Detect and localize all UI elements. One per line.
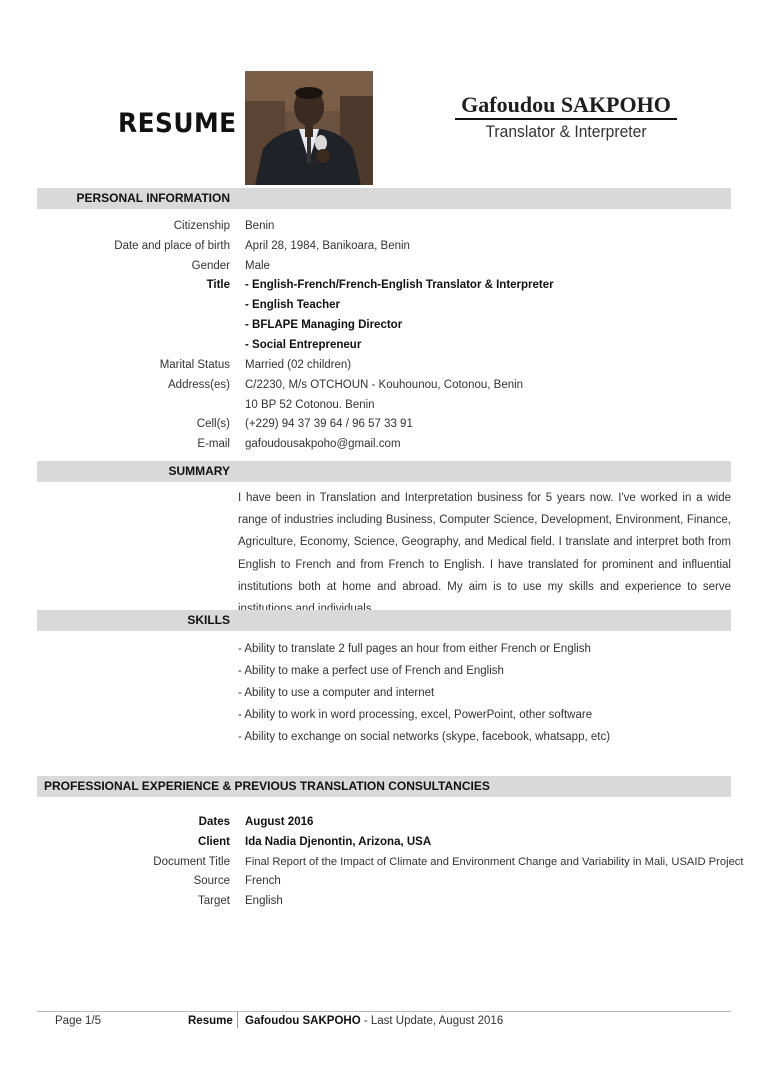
source-value: French [245, 875, 281, 887]
summary-text: I have been in Translation and Interpretation business for 5 years now. I've worked in a wide range of industries including Business, Computer Science, Development, Environment, Finance, Agriculture, Economy, Science, Geography, and Medical field. I translate and interpret both from English to French and from French to English. I have translated for prominent and influential institutions both at home and abroad. My aim is to use my skills and experience to serve [238, 492, 731, 593]
email-row [0, 434, 768, 454]
title-label: Title [206, 279, 230, 291]
profile-photo [245, 71, 373, 185]
personal-information-title: PERSONAL INFORMATION [76, 191, 230, 205]
address-value: 10 BP 52 Cotonou. Benin [245, 399, 375, 411]
gender-value: Male [245, 260, 270, 272]
experience-source-row [0, 871, 768, 891]
footer-author: Gafoudou SAKPOHO [245, 1015, 361, 1027]
footer-update: - Last Update, August 2016 [360, 1015, 504, 1027]
footer-page-number: Page 1/5 [55, 1015, 102, 1027]
address-value: C/2230, M/s OTCHOUN - Kouhounou, Cotonou, Benin [245, 379, 524, 391]
summary-title: SUMMARY [168, 464, 230, 478]
birth-label: Date and place of birth [114, 240, 230, 252]
skill-item: - Ability to translate 2 full pages an hour from either French or English [238, 643, 591, 655]
footer-divider [37, 1011, 731, 1012]
marital-label: Marital Status [159, 359, 230, 371]
resume-heading: RESUME [118, 108, 237, 139]
skills-bar [37, 610, 731, 631]
personal-information-bar [37, 188, 731, 209]
skill-item: - Ability to make a perfect use of French and English [238, 665, 504, 677]
portrait-image [245, 71, 373, 185]
marital-row [0, 355, 768, 375]
client-label: Client [198, 836, 230, 848]
experience-target-row [0, 891, 768, 911]
birth-value: April 28, 1984, Banikoara, Benin [245, 240, 410, 252]
target-label: Target [198, 895, 230, 907]
cell-value: (+229) 94 37 39 64 / 96 57 33 91 [245, 418, 413, 430]
marital-value: Married (02 children) [245, 359, 352, 371]
skill-item: - Ability to work in word processing, excel, PowerPoint, other software [238, 709, 593, 721]
email-value[interactable]: gafoudousakpoho@gmail.com [245, 438, 401, 450]
citizenship-value: Benin [245, 220, 275, 232]
document-label: Document Title [153, 856, 230, 868]
target-value: English [245, 895, 283, 907]
gender-label: Gender [191, 260, 230, 272]
client-value: Ida Nadia Djenontin, Arizona, USA [245, 836, 432, 848]
skills-title: SKILLS [187, 613, 230, 627]
footer-credit [245, 1013, 503, 1029]
title-row [0, 315, 768, 335]
address-row [0, 375, 768, 395]
dates-value: August 2016 [245, 816, 314, 828]
birth-row [0, 236, 768, 256]
experience-dates-row [0, 812, 768, 832]
source-label: Source [193, 875, 230, 887]
experience-document-row [0, 852, 768, 872]
dates-label: Dates [198, 816, 230, 828]
skill-item: - Ability to use a computer and internet [238, 687, 435, 699]
summary-bar [37, 461, 731, 482]
address-row [0, 395, 768, 415]
name-block [455, 92, 677, 143]
gender-row [0, 256, 768, 276]
title-row [0, 335, 768, 355]
citizenship-label: Citizenship [173, 220, 230, 232]
title-value: - BFLAPE Managing Director [245, 319, 403, 331]
experience-title: PROFESSIONAL EXPERIENCE & PREVIOUS TRANSLATION CONSULTANCIES [44, 779, 490, 793]
title-value: - English Teacher [245, 299, 341, 311]
address-label: Address(es) [168, 379, 230, 391]
candidate-profession: Translator & Interpreter [485, 122, 647, 141]
experience-bar [37, 776, 731, 797]
title-value: - Social Entrepreneur [245, 339, 362, 351]
candidate-name: Gafoudou SAKPOHO [455, 92, 677, 120]
footer-separator [237, 1012, 238, 1028]
title-row [0, 275, 768, 295]
title-value: - English-French/French-English Translator & Interpreter [245, 279, 554, 291]
cell-label: Cell(s) [196, 418, 230, 430]
experience-client-row [0, 832, 768, 852]
email-label: E-mail [197, 438, 230, 450]
cell-row [0, 414, 768, 434]
skill-item: - Ability to exchange on social networks (skype, facebook, whatsapp, etc) [238, 731, 611, 743]
title-row [0, 295, 768, 315]
footer-section: Resume [188, 1015, 233, 1027]
document-value: Final Report of the Impact of Climate and Environment Change and Variability in Mali, USAID Project [245, 856, 744, 868]
citizenship-row [0, 216, 768, 236]
